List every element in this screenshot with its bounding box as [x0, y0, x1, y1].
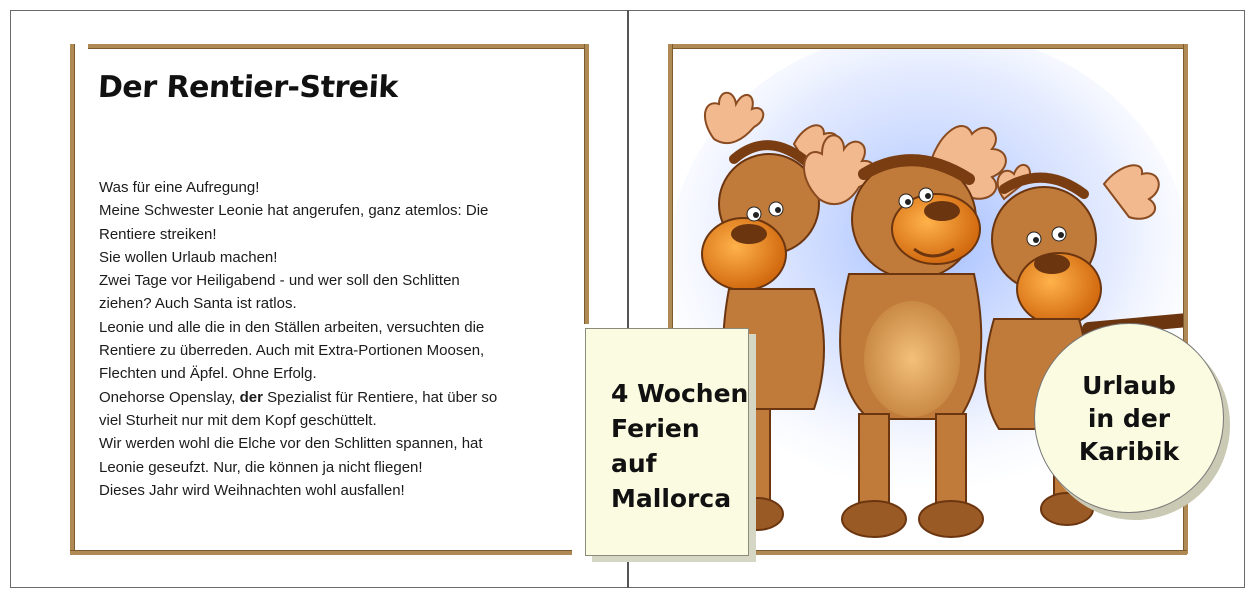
story-line: Flechten und Äpfel. Ohne Erfolg. [99, 365, 317, 383]
sign-line: 4 Wochen [611, 379, 749, 408]
left-frame-top [88, 44, 588, 49]
story-line: Leonie geseufzt. Nur, die können ja nicht fliegen! [99, 458, 423, 476]
story-line: Zwei Tage vor Heiligabend - und wer soll den Schlitten [99, 272, 460, 290]
story-line: Was für eine Aufregung! [99, 179, 260, 196]
story-fragment: Spezialist für Rentiere, hat über so [262, 388, 498, 406]
story-text [99, 176, 579, 502]
sign-line: Mallorca [611, 484, 732, 513]
sign-line: Ferien [611, 414, 700, 443]
vacation-sign-text [611, 376, 751, 516]
left-frame-left [70, 44, 75, 554]
story-fragment: Onehorse Openslay, [99, 388, 240, 406]
right-frame-left [668, 44, 673, 344]
story-line: Sie wollen Urlaub machen! [99, 248, 278, 266]
story-title: Der Rentier-Streik [97, 70, 399, 105]
story-line: Leonie und alle die in den Ställen arbeiten, versuchten die [99, 318, 485, 336]
sign-line: auf [611, 449, 657, 478]
story-emphasis: der [239, 388, 263, 406]
badge-line: Urlaub [1082, 371, 1176, 400]
badge-line: in der [1087, 404, 1171, 433]
story-line: Meine Schwester Leonie hat angerufen, ganz atemlos: Die [99, 202, 489, 220]
badge-line: Karibik [1078, 437, 1180, 466]
right-frame-bottom [745, 550, 1187, 555]
story-line: viel Sturheit nur mit dem Kopf geschüttelt. [99, 411, 377, 429]
story-line: Rentiere streiken! [99, 225, 217, 243]
story-line: ziehen? Auch Santa ist ratlos. [99, 295, 297, 313]
caribbean-badge-text [1044, 369, 1214, 468]
story-line-onehorse [99, 386, 579, 409]
story-line: Wir werden wohl die Elche vor den Schlitten spannen, hat [99, 435, 483, 453]
left-frame-bottom [70, 550, 572, 555]
left-frame-right [584, 44, 589, 324]
story-line: Dieses Jahr wird Weihnachten wohl ausfallen! [99, 481, 405, 499]
story-line: Rentiere zu überreden. Auch mit Extra-Portionen Moosen, [99, 342, 485, 360]
